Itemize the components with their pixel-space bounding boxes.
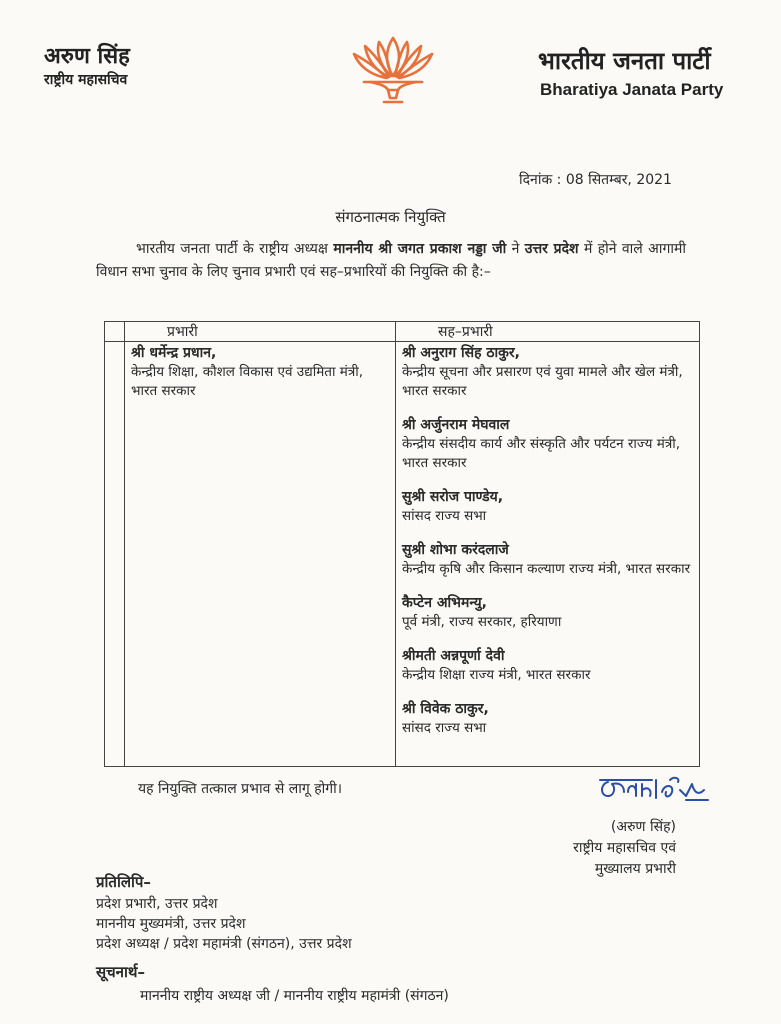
- date-line: दिनांक : 08 सितम्बर, 2021: [519, 172, 672, 188]
- signatory-subtitle: मुख्यालय प्रभारी: [594, 861, 676, 877]
- sah-prabhari-designation: सांसद राज्य सभा: [402, 720, 487, 736]
- sah-prabhari-designation: पूर्व मंत्री, राज्य सरकार, हरियाणा: [402, 614, 562, 630]
- intro-paragraph: [96, 238, 686, 284]
- header-prabhari: प्रभारी: [125, 322, 396, 342]
- appointment-table: [104, 321, 700, 767]
- table-blank-header: [105, 322, 125, 342]
- sah-prabhari-name: श्री अर्जुनराम मेघवाल: [402, 417, 510, 433]
- sah-prabhari-designation: केन्द्रीय संसदीय कार्य और संस्कृति और पर्यटन राज्य मंत्री, भारत सरकार: [402, 436, 681, 471]
- sah-prabhari-name: श्री विवेक ठाकुर,: [402, 701, 489, 717]
- sah-prabhari-name: श्री अनुराग सिंह ठाकुर,: [402, 345, 520, 361]
- party-name-english: Bharatiya Janata Party: [540, 80, 724, 99]
- signatory-title: राष्ट्रीय महासचिव एवं: [573, 840, 676, 856]
- table-blank-cell: [105, 342, 125, 767]
- list-item: [402, 487, 695, 526]
- sah-prabhari-name: सुश्री सरोज पाण्डेय,: [402, 489, 504, 505]
- sah-prabhari-designation: सांसद राज्य सभा: [402, 508, 487, 524]
- sah-prabhari-name: कैप्टेन अभिमन्यु,: [402, 595, 487, 611]
- list-item: प्रदेश अध्यक्ष / प्रदेश महामंत्री (संगठन), उत्तर प्रदेश: [96, 936, 352, 952]
- list-item: प्रदेश प्रभारी, उत्तर प्रदेश: [96, 896, 218, 912]
- sender-name: अरुण सिंह: [44, 44, 130, 69]
- sah-prabhari-cell: [396, 342, 700, 767]
- sah-prabhari-designation: केन्द्रीय शिक्षा राज्य मंत्री, भारत सरकार: [402, 667, 591, 683]
- prabhari-name: श्री धर्मेन्द्र प्रधान,: [131, 345, 217, 361]
- info-recipient: माननीय राष्ट्रीय अध्यक्ष जी / माननीय राष्ट्रीय महामंत्री (संगठन): [140, 988, 449, 1004]
- intro-text-3: में होने वाले आगामी विधान सभा चुनाव के लिए चुनाव प्रभारी एवं सह–प्रभारियों की नियुक्ति की है:–: [96, 241, 686, 280]
- signatory-name: (अरुण सिंह): [610, 819, 676, 835]
- party-name-hindi: भारतीय जनता पार्टी: [538, 47, 711, 75]
- list-item: [402, 699, 695, 738]
- list-item: [402, 415, 695, 473]
- lotus-icon: [350, 30, 436, 108]
- table-row: [105, 342, 700, 767]
- header-sah-prabhari: सह–प्रभारी: [396, 322, 700, 342]
- intro-state-name: उत्तर प्रदेश: [524, 241, 579, 257]
- list-item: माननीय मुख्यमंत्री, उत्तर प्रदेश: [96, 916, 246, 932]
- list-item: [402, 646, 695, 685]
- sah-prabhari-name: श्रीमती अन्नपूर्णा देवी: [402, 648, 505, 664]
- sender-title: राष्ट्रीय महासचिव: [44, 72, 128, 88]
- subject-heading: संगठनात्मक नियुक्ति: [335, 208, 446, 226]
- list-item: [402, 343, 695, 401]
- list-item: [402, 540, 695, 579]
- handwritten-signature: [594, 770, 712, 810]
- list-item: [402, 593, 695, 632]
- prabhari-cell: [125, 342, 396, 767]
- table-header-row: [105, 322, 700, 342]
- copy-heading: प्रतिलिपि–: [96, 873, 151, 891]
- info-heading: सूचनार्थ–: [96, 963, 145, 981]
- intro-text-2: ने: [511, 241, 520, 257]
- intro-text-1: भारतीय जनता पार्टी के राष्ट्रीय अध्यक्ष: [136, 241, 328, 257]
- sah-prabhari-name: सुश्री शोभा करंदलाजे: [402, 542, 509, 558]
- sah-prabhari-designation: केन्द्रीय सूचना और प्रसारण एवं युवा मामले और खेल मंत्री, भारत सरकार: [402, 364, 683, 399]
- sah-prabhari-designation: केन्द्रीय कृषि और किसान कल्याण राज्य मंत्री, भारत सरकार: [402, 561, 691, 577]
- prabhari-designation: केन्द्रीय शिक्षा, कौशल विकास एवं उद्यमिता मंत्री, भारत सरकार: [131, 364, 364, 399]
- intro-president-name: माननीय श्री जगत प्रकाश नड्डा जी: [333, 241, 507, 257]
- closing-statement: यह नियुक्ति तत्काल प्रभाव से लागू होगी।: [138, 781, 343, 797]
- signatory-block: [546, 817, 676, 880]
